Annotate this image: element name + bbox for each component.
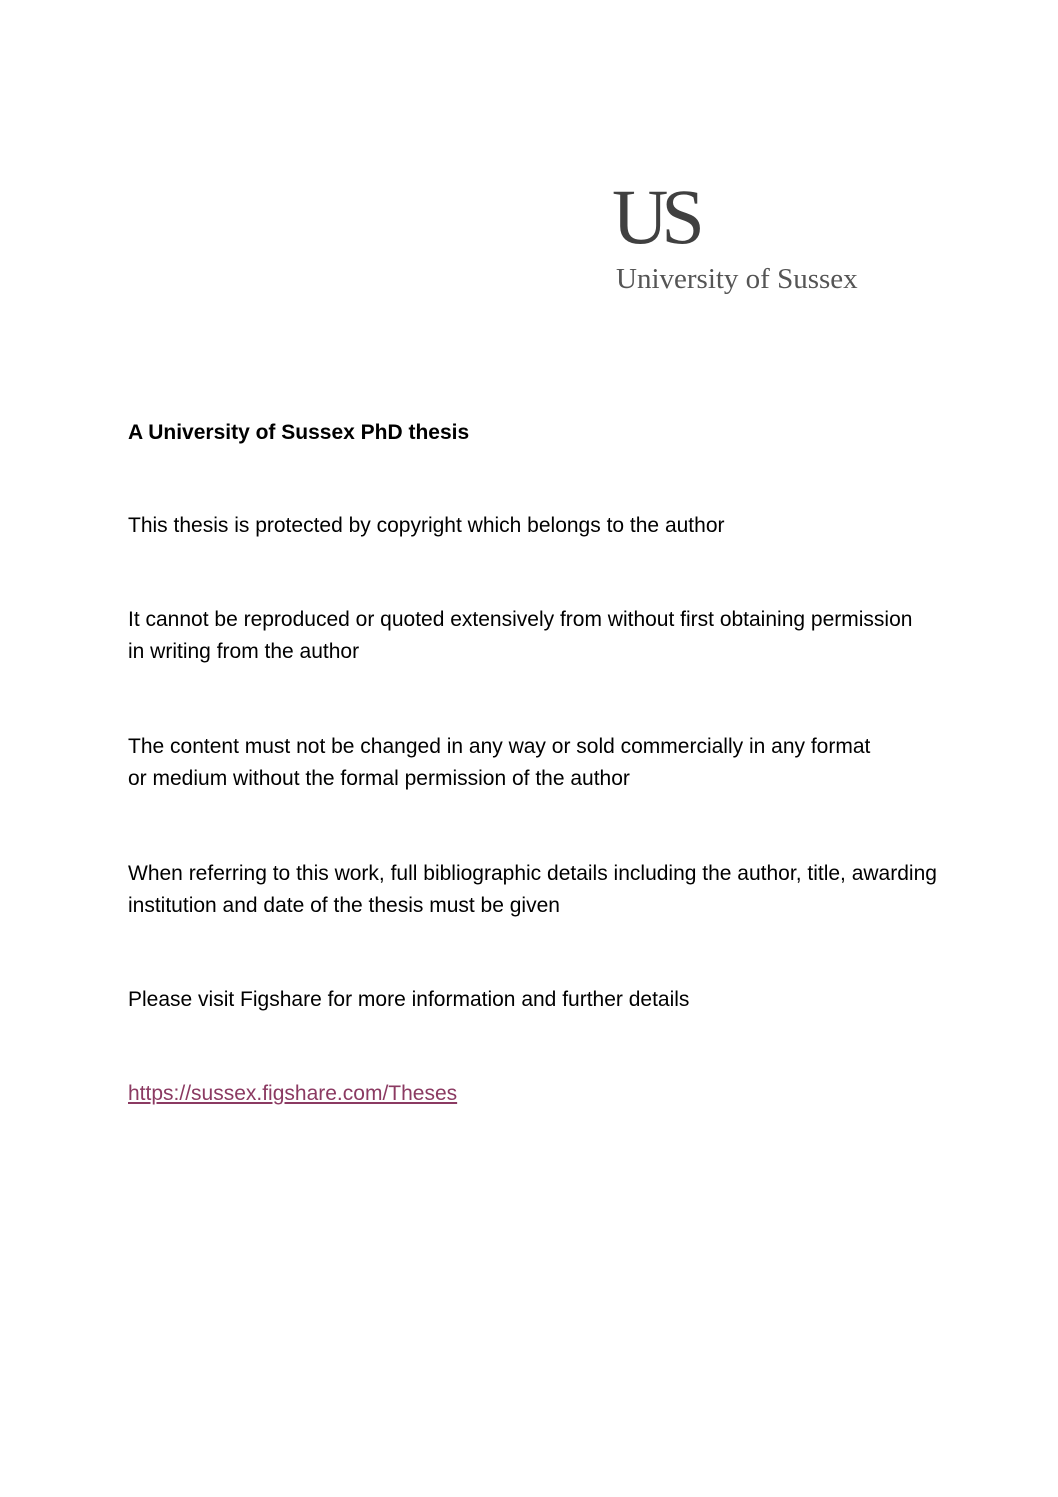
thesis-heading: A University of Sussex PhD thesis [128,421,470,444]
referencing-statement: When referring to this work, full bibliographic details including the author, title, awarding institution and date of the thesis must be given [128,862,937,917]
logo-name: University of Sussex [616,263,858,295]
logo-mark: US [612,173,698,260]
reproduction-statement: It cannot be reproduced or quoted extensively from without first obtaining permission in writing from the author [128,608,913,663]
figshare-statement: Please visit Figshare for more information and further details [128,988,690,1011]
content-statement: The content must not be changed in any way or sold commercially in any format or medium without the formal permission of the author [128,735,871,790]
university-logo [612,173,902,298]
figshare-link-line [128,1078,948,1110]
copyright-statement: This thesis is protected by copyright which belongs to the author [128,514,725,537]
figshare-link[interactable]: https://sussex.figshare.com/Theses [128,1082,458,1105]
